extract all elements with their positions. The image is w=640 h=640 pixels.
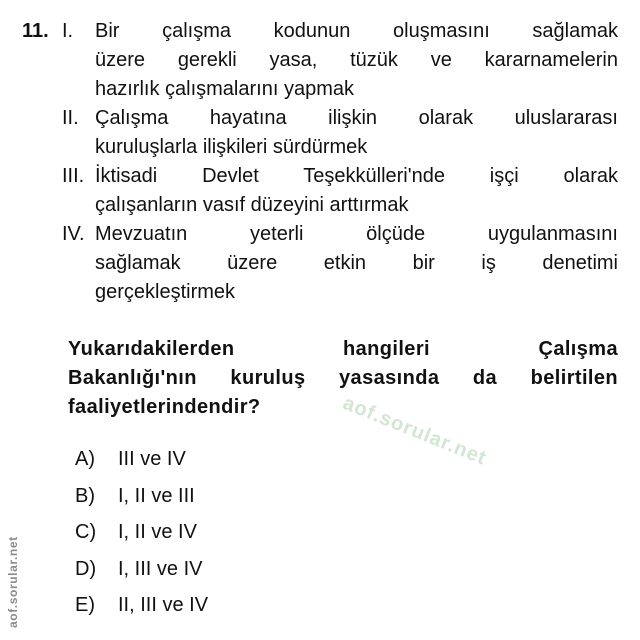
option-e[interactable]	[75, 591, 208, 620]
item-line: Bir çalışma kodunun oluşmasını sağlamak	[95, 20, 618, 42]
question-stem	[68, 335, 618, 422]
watermark-side: aof.sorular.net	[6, 536, 20, 628]
item-line: Çalışma hayatına ilişkin olarak uluslararası	[95, 107, 618, 129]
item-line: hazırlık çalışmalarını yapmak	[95, 78, 354, 100]
item-numeral: I.	[62, 20, 74, 42]
item-text	[95, 17, 618, 104]
stem-line: Bakanlığı'nın kuruluş yasasında da belirtilen	[68, 367, 618, 389]
item-line: Mevzuatın yeterli ölçüde uygulanmasını	[95, 223, 618, 245]
item-text	[95, 162, 618, 220]
item-line: gerçekleştirmek	[95, 281, 236, 303]
option-letter: B)	[75, 484, 95, 507]
stem-line: Yukarıdakilerden hangileri Çalışma	[68, 338, 618, 360]
list-item-2	[62, 104, 618, 162]
item-numeral: II.	[62, 107, 79, 129]
watermark-diagonal: aof.sorular.net	[339, 392, 490, 470]
option-text: III ve IV	[118, 448, 186, 470]
option-c[interactable]	[75, 518, 208, 547]
list-item-4	[62, 220, 618, 307]
option-d[interactable]	[75, 555, 208, 584]
item-line: üzere gerekli yasa, tüzük ve kararnamelerin	[95, 49, 618, 71]
option-letter: D)	[75, 557, 97, 580]
item-text	[95, 220, 618, 307]
item-line: sağlamak üzere etkin bir iş denetimi	[95, 252, 618, 274]
option-letter: A)	[75, 448, 95, 470]
item-line: çalışanların vasıf düzeyini arttırmak	[95, 194, 409, 216]
option-text: I, II ve IV	[118, 521, 197, 543]
option-letter: C)	[75, 521, 97, 543]
question-number: 11.	[22, 20, 49, 42]
item-text	[95, 104, 618, 162]
list-item-3	[62, 162, 618, 220]
option-text: I, II ve III	[118, 484, 195, 507]
option-text: I, III ve IV	[118, 557, 203, 580]
option-text: II, III ve IV	[118, 594, 209, 616]
option-letter: E)	[75, 594, 95, 616]
option-a[interactable]	[75, 445, 208, 474]
answer-options	[75, 445, 208, 628]
option-b[interactable]	[75, 482, 208, 511]
stem-line: faaliyetlerindendir?	[68, 396, 261, 418]
item-line: İktisadi Devlet Teşekkülleri'nde işçi olarak	[95, 165, 618, 187]
item-numeral: III.	[62, 165, 85, 187]
list-item-1	[62, 17, 618, 104]
statement-list	[62, 17, 618, 307]
item-numeral: IV.	[62, 223, 85, 245]
item-line: kuruluşlarla ilişkileri sürdürmek	[95, 136, 368, 158]
